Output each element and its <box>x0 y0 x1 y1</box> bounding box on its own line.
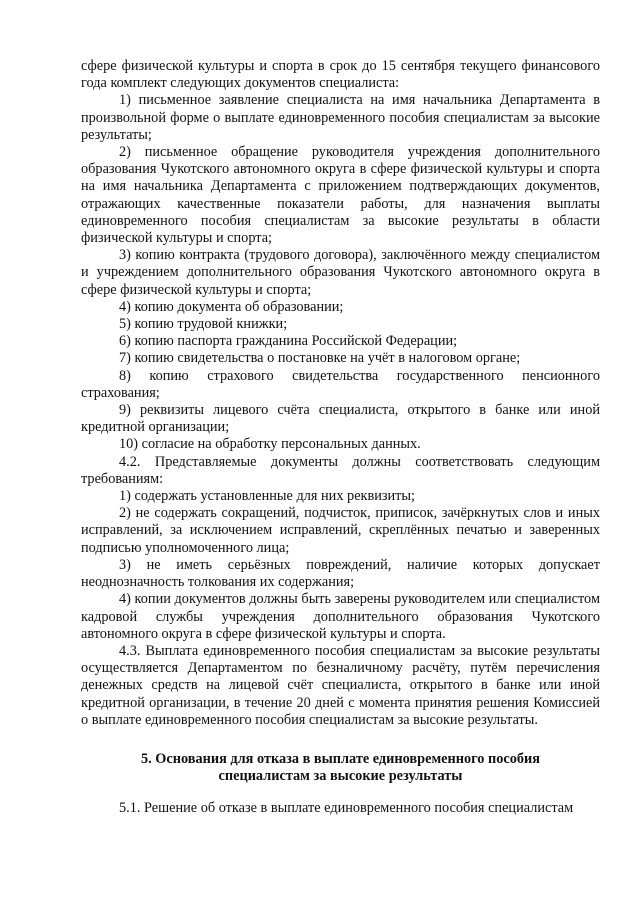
document-body <box>81 58 600 729</box>
paragraph-5-1: 5.1. Решение об отказе в выплате единовременного пособия специалистам <box>119 800 574 817</box>
paragraph: 9) реквизиты лицевого счёта специалиста, открытого в банке или иной кредитной организации; <box>81 402 600 436</box>
paragraph: 3) копию контракта (трудового договора), заключённого между специалистом и учреждением дополнительного образования Чукотского автономного округа в сфере физической культуры и спорта; <box>81 247 600 298</box>
paragraph: 3) не иметь серьёзных повреждений, наличие которых допускает неоднозначность толкования их содержания; <box>81 556 600 591</box>
section-heading-line-2: специалистам за высокие результаты <box>218 768 463 785</box>
paragraph: 4) копии документов должны быть заверены руководителем или специалистом кадровой службы учреждения дополнительного образования Чукотского автономного округа в сфере физической культуры и спорта. <box>81 591 600 642</box>
paragraph: 4) копию документа об образовании; <box>119 298 344 315</box>
paragraph: 2) не содержать сокращений, подчисток, приписок, зачёркнутых слов и иных исправлений, за исключением исправлений, скреплённых печатью и заверенных подписью уполномоченного лица; <box>81 505 600 556</box>
paragraph: сфере физической культуры и спорта в срок до 15 сентября текущего финансового года комплект следующих документов специалиста: <box>81 58 600 92</box>
paragraph: 4.3. Выплата единовременного пособия специалистам за высокие результаты осуществляется Департаментом по безналичному расчёту, путём перечисления денежных средств на лицевой счёт специалиста, открытого в банке или иной кредитной организации, в течение 20 дней с момента принятия решения Комиссией о выплате единовременного пособия специалистам за высокие результаты. <box>81 642 600 728</box>
paragraph: 4.2. Представляемые документы должны соответствовать следующим требованиям: <box>81 453 600 487</box>
paragraph: 5) копию трудовой книжки; <box>119 316 288 333</box>
section-heading <box>81 751 600 785</box>
paragraph: 10) согласие на обработку персональных данных. <box>119 436 421 453</box>
paragraph: 6) копию паспорта гражданина Российской Федерации; <box>119 333 458 350</box>
paragraph: 7) копию свидетельства о постановке на учёт в налоговом органе; <box>119 350 521 367</box>
paragraph: 2) письменное обращение руководителя учреждения дополнительного образования Чукотского автономного округа в сфере физической культуры и спорта на имя начальника Департамента с приложением подтверждающих документов, отражающих качественные показатели работы, для назначения выплаты единовременного пособия специалистам за высокие результаты в области физической культуры и спорта; <box>81 144 600 247</box>
paragraph: 1) письменное заявление специалиста на имя начальника Департамента в произвольной форме о выплате единовременного пособия специалистам за высокие результаты; <box>81 92 600 143</box>
paragraph: 1) содержать установленные для них реквизиты; <box>119 488 416 505</box>
section-heading-line-1: 5. Основания для отказа в выплате единовременного пособия <box>140 750 541 767</box>
paragraph: 8) копию страхового свидетельства государственного пенсионного страхования; <box>81 367 600 401</box>
